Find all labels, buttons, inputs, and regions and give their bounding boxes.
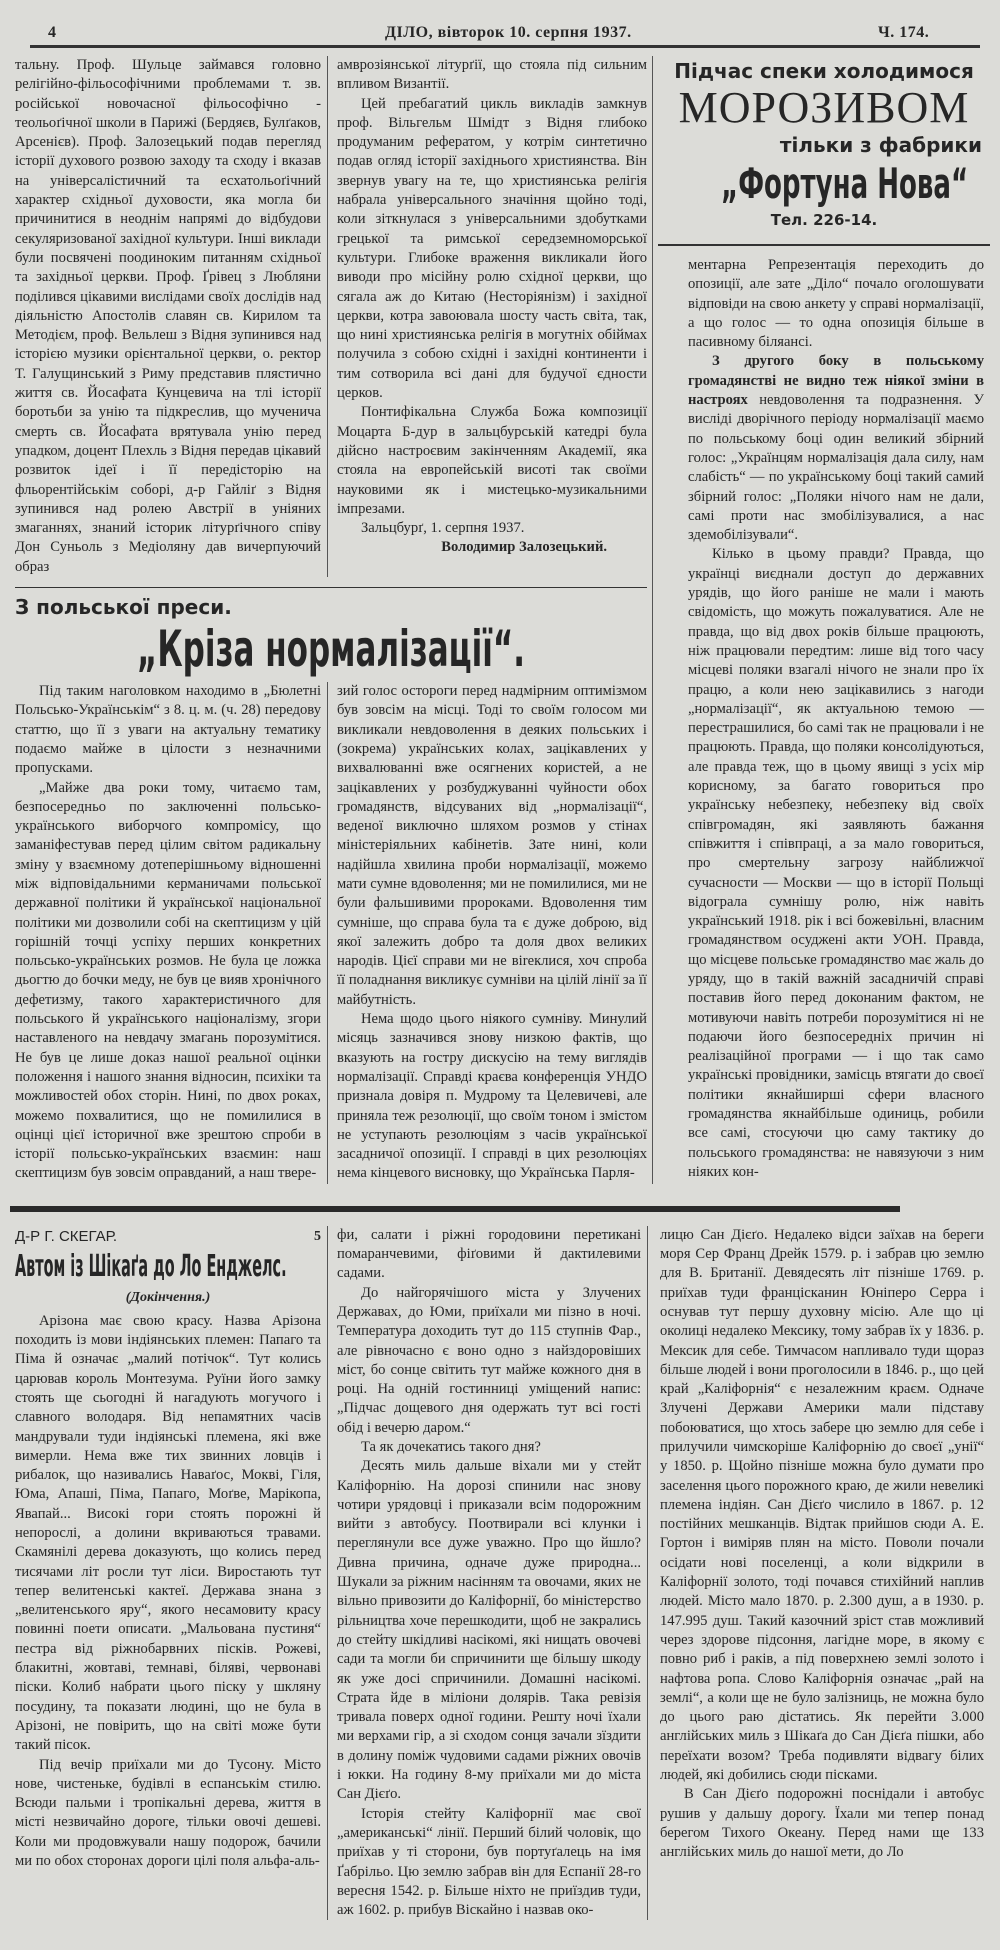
paragraph: лицю Сан Дієґо. Недалеко відси заїхав на береги моря Сер Франц Дрейк 1579. р. і забрав цю землю для В. Британії. Девядесять літ пізніше 1769. р. приїхав туди францісканин Юніперо Серра і оснував тут першу духовну місію. Але що ці околиці недалеко Мексику, тому забрав їх у 1836. р. Мексик для себе. Тимчасом напливало туди щораз більше людей і вони проголосили в 1846. р., що цей край „Каліфорнія“ є незалежним краєм. Одначе Злучені Держави Америки мали підставу побоюватися, що хтось забере цю землю для себе і прилучили чимскоріше Каліфорнію до своєї „унії“ у 1850. р. Щойно пізніше можна було думати про заселення цього порожного краю, де жили невеликі племена індіян. Сан Дієґо числило в 1867. р. 12 постійних мешканців. Відтак прийшов сюди А. Е. Гортон і виміряв плян на місто. Поволи почали осідати нові поселенці, а коли відкрили в Каліфорнії золото, тоді почався стихійний наплив людей. Місто мало 1870. р. 2.300 душ, а в 1930. р. 147.995 душ. Такий казочний зріст став можливий через здорове підсоння, лагідне море, в якому є повно риб і раків, а під поверхнею землі золото і нафтова ропа. Слово Каліфорнія означає „рай на землі“, а коли ще не було залізниць, не можна було до цього раю дістатись. Як перейти 3.000 англійських миль з Шікаґа до Сан Дієґа пішки, або переїхати возом? Треба подивляти відвагу білих людей, які добились сюди пісками.: [660, 1226, 984, 1784]
section-heading: З польської преси.: [15, 595, 232, 620]
paragraph: Нема щодо цього ніякого сумніву. Минулий місяць зазначився знову низкою фактів, що вказують на гостру дискусію на тему виглядів нормалізації. Справді краєва конференція УНДО признала довіря п. Мудрому та Целевичеві, але приняла теж резолюції, що своїм тоном і змістом не уступають резолюціям з часів української засадничої опозиції. І справді в цих резолюціях нема кінцевого висновку, що Українська Парля-: [337, 1011, 647, 1182]
page-header: [0, 0, 1000, 56]
ad-phone: Тел. 226-14.: [770, 211, 878, 229]
paragraph: Під таким наголовком находимо в „Бюлетні Польсько-Українськім“ з 8. ц. м. (ч. 28) передову статтю, що її з уваги на актуальну тематику подаємо майже в цілости з незначними пропусками.: [15, 683, 321, 777]
ad-line: тільки з фабрики: [779, 133, 982, 157]
paragraph: В Сан Дієґо подорожні поснідали і автобус рушив у дальшу дорогу. Їхали ми тепер понад берегом Тихого Океану. Перед нами ще 133 англійських миль до нашої мети, до Ло: [660, 1786, 984, 1861]
issue-number: Ч. 174.: [878, 24, 930, 41]
paragraph: Цей пребагатий цикль викладів замкнув проф. Вільгельм Шмідт з Відня глибоко продуманим рефератом, у котрім синтетично подав огляд історії західнього християнства. Він звернув увагу на те, що християнська релігія набрала універсального значіння щойно тоді, коли зіткнулася з універсальними здобутками грецької та римської середземноморської культури. Глибоке враження викликали його виводи про місійну ролю східної церкви, що сягала аж до Китаю (Несторіянізм) і західної церкви, котра завоювала шосту часть світа, так, що нині християнська релігія в могутніх обіймах получила з собою східні і західні континенти і тим сотворила всі дані для будучої єдности церков.: [337, 95, 647, 402]
press-row: [15, 682, 647, 1184]
ad-headline: МОРОЗИВОМ: [678, 83, 970, 132]
left-region: [15, 56, 647, 1184]
paragraph: Та як дочекатись такого дня?: [361, 1439, 541, 1455]
article-title: „Кріза нормалізації“.: [136, 620, 526, 679]
travel-column-3: [647, 1226, 990, 1921]
paragraph: „Майже два роки тому, читаємо там, безпосередньо по заключенні польсько-українського виборчого компромісу, що заманіфестував перед цілим світом радикальну зміну у взаємному дотеперішньому відношенні між відповідальними керманичами польської державної політики й української національної політики ми дозволили собі на скептицизм у цій горішній точці успіху перших конкретних польсько-українських розмов. Не була це ложка дьогтю до бочки меду, не був це вияв хронічного дефетизму, такого характеристичного для польського й українського націоналізму, згори наставленого на невдачу змагань порозумітися. Не був це лише доказ нашої реальної оцінки положення і нашого знання відносин, психіки та можливостей обох сторін. Нині, по двох роках, можемо похвалитися, що не помилилися в оцінці цієї історичної вже зрештою спроби в історії польсько-українських взаємин: наш скептицизм був зовсім оправданий, а наш твере-: [15, 779, 321, 1182]
press-column-2: [327, 682, 647, 1184]
header-rule: [30, 45, 980, 48]
article-title: Автом із Шікаґа до Ло Енджелс.: [15, 1248, 287, 1284]
paragraph: амврозіянської літурґії, що стояла під сильним впливом Византії.: [337, 57, 647, 93]
ad-line: Підчас спеки холодимося: [674, 59, 974, 83]
paragraph: До найгорячішого міста у Злучених Державах, до Юми, приїхали ми пізно в ночі. Температура доходить тут до 115 ступнів Фар., але рівночасно є воно одно з найздоровіших міст, бо сонце світить тут майже кожного дня в році. На одній гостинниці уміщений напис: „Підчас дощевого дня одержать тут всі гості обід і вечерю даром.“: [337, 1284, 641, 1436]
paragraph: [688, 352, 984, 545]
paragraph: ментарна Репрезентація переходить до опозиції, але зате „Діло“ почало оголошувати відповіди на свою анкету у справі нормалізації, а що голос — то одна опозиція більше в пасивному біляансі.: [688, 257, 984, 351]
section-rule: [15, 587, 647, 588]
upper-area: [15, 56, 990, 1184]
paragraph: Кілько в цьому правди? Правда, що українці виєднали доступ до державних урядів, що його раніше не мали і мають свідомість, що можуть пожалуватися. Але не правда, що від двох років більше працюють, ніж працювали передтим: лише від того часу місцеві поляки взагалі нічого не знали про їх працю, а коли нею зацікавились з нагоди „нормалізації“, як актуальною темою — перестрашилися, бо самі так не працювали і не працюють. Правда, що поляки консолідуються, але правда теж, що в цьому явищі з усіх мір корисному, за багато говориться про українську небезпеку, небезпеку від своїх співгромадян, які заявляють бажання співжиття і співпраці, а за мало говориться, про смертельну загрозу найближчої сучасности — Москви — що в історії Польщі відограла сумнішу ролю, ніж навіть український 1918. рік і всі божевільні, власним громадянством осуджені акти УОН. Правда, що місцеве польське громадянство має жаль до уряду, що в такій важній засадничій справі поставив його перед доконаним фактом, не мотивуючи навіть потреби порозумітися ні не подаючи його безпосередніх причин ні реалізаційної програми — і що так само українські провідники, замісць втягати до своєї політики якнайширші сфери власного громадянства якнайбільше одиниць, робили все самі, стосуючи цю саму тактику до польського громадянства: не навязуючи з ним ніяких кон-: [688, 546, 984, 1180]
paragraph: Понтифікальна Служба Божа композиції Моцарта Б-дур в зальцбурській катедрі була дійсно настроєвим закінченням Академії, яка стояла на европейській висоті так своїми науковими як і мистецько-музикальними імпрезами.: [337, 404, 647, 517]
dateline: Зальцбурґ, 1. серпня 1937.: [361, 520, 525, 537]
paragraph: Історія стейту Каліфорнії має свої „американські“ лінії. Перший білий чоловік, що приїхав у ті сторони, був портуґалець на імя Ґабрільо. Цю землю забрав він для Еспанії 28-го вересня 1542. р. Більше ніхто не приїздив туди, аж 1602. р. прибув Віскайно і назвав око-: [337, 1805, 641, 1919]
travel-column-1: [15, 1226, 327, 1921]
paragraph-text: невдоволення та подразнення. У висліді дворічного періоду нормалізації маємо по польському боці один великий збірний голос: „Українцям нормалізація дала силу, нам слабість“ — по українському боці такий самий збірний голос: „Поляки нічого нам не дали, самі проти нас змобілізувалися, а нас здемобілізували“.: [688, 392, 984, 544]
ice-cream-advertisement: [658, 56, 990, 238]
section-divider: [10, 1206, 900, 1212]
bold-lead: З другого боку в польському громадянстві не видно теж ніякої зміни в настроях: [688, 353, 984, 409]
ad-rule: [658, 244, 990, 246]
press-column-1: [15, 682, 327, 1184]
masthead: ДІЛО, вівторок 10. серпня 1937.: [385, 24, 632, 41]
signature: Володимир Залозецький.: [441, 539, 607, 556]
paragraph: Десять миль дальше віхали ми у стейт Каліфорнію. На дорозі спинили нас знову чотири урядовці і приказали всім подорожним вийти з автобусу. Поотвирали всі клунки і переглянули все дуже уважно. Про що йшло? Дивна причина, одначе дуже природна... Шукали за ріжним насінням та овочами, яких не вільно привозити до Каліфорнії, бо міністерство рільництва хоче перешкодити, щоб не закрались до стейту шкідливі насікомі, які нищать овочеві сади та могли би спричинити ще більшу шкоду як уже досі спричинили. Домашні насікомі. Страта йде в міліони долярів. Така ревізія тривала поверх одної години. Решту ночі їхали ми верхами гір, а зі сходом сонця зачали зїздити в долину поміж чудовими садами ріжних овочів і юкки. На годину 8-му приїхали ми до міста Сан Дієґо.: [337, 1458, 641, 1803]
page-number: 4: [48, 24, 57, 41]
top-column-1: [15, 56, 327, 577]
column-marker: 5: [314, 1228, 321, 1244]
right-region: [652, 56, 990, 1184]
paragraph: фи, салати і ріжні городовини перетикані помаранчевими, фіґовими й дактилевими садами.: [337, 1226, 641, 1282]
travel-article: [15, 1226, 990, 1950]
byline-row: [15, 1226, 321, 1248]
continued-note: (Докінчення.): [125, 1289, 211, 1305]
top-row: [15, 56, 647, 577]
top-column-2: [327, 56, 647, 577]
paragraph: зий голос остороги перед надмірним оптимізмом був зовсім на місці. Тоді то своїм голосом ми викликали невдоволення в деяких польських і (зокрема) українських колах, зацікавлених у вихвалюванні вже осягнених користей, а не зацікавлених у розбуджуванні чуйности обох громадянств, відсуваних від „нормалізації“, веденої виключно шляхом розмов у стінах міністеріяльних кабінетів. Зате нині, коли надійшла хвилина проби нормалізації, можемо мати сумне вдоволення; ми не помилилися, ми не були фальшивими пророками. Вдоволення тим сумніше, що справа була та є дуже доброю, від якої залежить добро та доля двох великих народів. Цієї справи ми не вireклися, хоч спроба її поладнання викликує сумніви на цілій лінії за її майбутність.: [337, 683, 647, 1008]
article-author: Д-Р Г. СКЕГАР.: [15, 1227, 117, 1245]
ad-brand: „Фортуна Нова“: [721, 159, 969, 208]
paragraph: Під вечір приїхали ми до Тусону. Місто нове, чистеньке, будівлі в еспанськім стилю. Всюди пальми і тропікальні дерева, життя в місті незвичайно дороге, тільки овочі дешеві. Коли ми продовжували нашу подорож, бачили ми по обох сторонах дороги цілі поля альфа-аль-: [15, 1756, 321, 1870]
press-column-3: [658, 256, 990, 1182]
paragraph: тальну. Проф. Шульце займався головно релігійно-фільософічними проблемами т. зв. російської новочасної фільософічно - теольоґічної школи в Парижі (Бердяєв, Булґаков, Арсенієв). Проф. Залозецький подав перегляд історії духового розвою заходу та сходу і вказав на універсалістичний та есхатольоґічний характер східньої духовости, яка могла би причинитися в неоднім напрямі до відбудови секуляризованої західної культури. Інші виклади були посвячені поодиноким питанням східньої та західньої церкви. Проф. Ґрівец з Любляни поділився цікавими вислідами своїх дослідів над діяльністю Апостолів славян св. Кирилом та Методієм, проф. Вельлеш з Відня зупинився над історією музики орієнтальної церкви, о. ректор Т. Галущинський з Риму представив плястично життя св. Йосафата Кунцевича на тлі історії боротьби за унію та підкреслив, що мученича смерть св. Йосафата врятувала унію перед упадком, доцент Плехль з Відня передав цікавий розвиток ідеї і її передісторію на фльорентійськім соборі, д-р Гайліґ з Відня зупинився над ролею Австрії в уніяних змаганнях, знаний історик літурґічного співу Дон Суньоль з Медіоляну дав вичерпуючий образ: [15, 57, 321, 575]
travel-column-2: [327, 1226, 647, 1921]
paragraph: Арізона має свою красу. Назва Арізона походить із мови індіянських племен: Папаго та Піма й означає „малий потічок“. Тут колись царював король Монтезума. Руїни його замку стоять ще сьогодні й нагадують могучого і славного володаря. Від непамятних часів мандрували туди індіянські племена, які вже вимерли. Нема вже тих звинних ловців і рибалок, що називались Наваґос, Мокві, Гіля, Юма, Апаші, Піма, Папаго, Моґве, Марікопа, Явапай... Високі гори стоять порожні й непорослі, а долини вкриваються травами. Скамянілі дерева доказують, що колись перед тисячами літ росли тут ліси. Виростають тут тепер велитенські кактеї. Держава знана з „велитенського яру“, якого несамовиту красу повинні поети описати. „Мальована пустиня“ пестра від ріжнобарвних пісків. Рожеві, блакитні, жовтаві, темнаві, біляві, червонаві піски. Колиб набрати цього піску у шкляну посудину, та показати людині, що не була в Арізоні, не повірить, що на світі може бути такий пісок.: [15, 1312, 321, 1754]
